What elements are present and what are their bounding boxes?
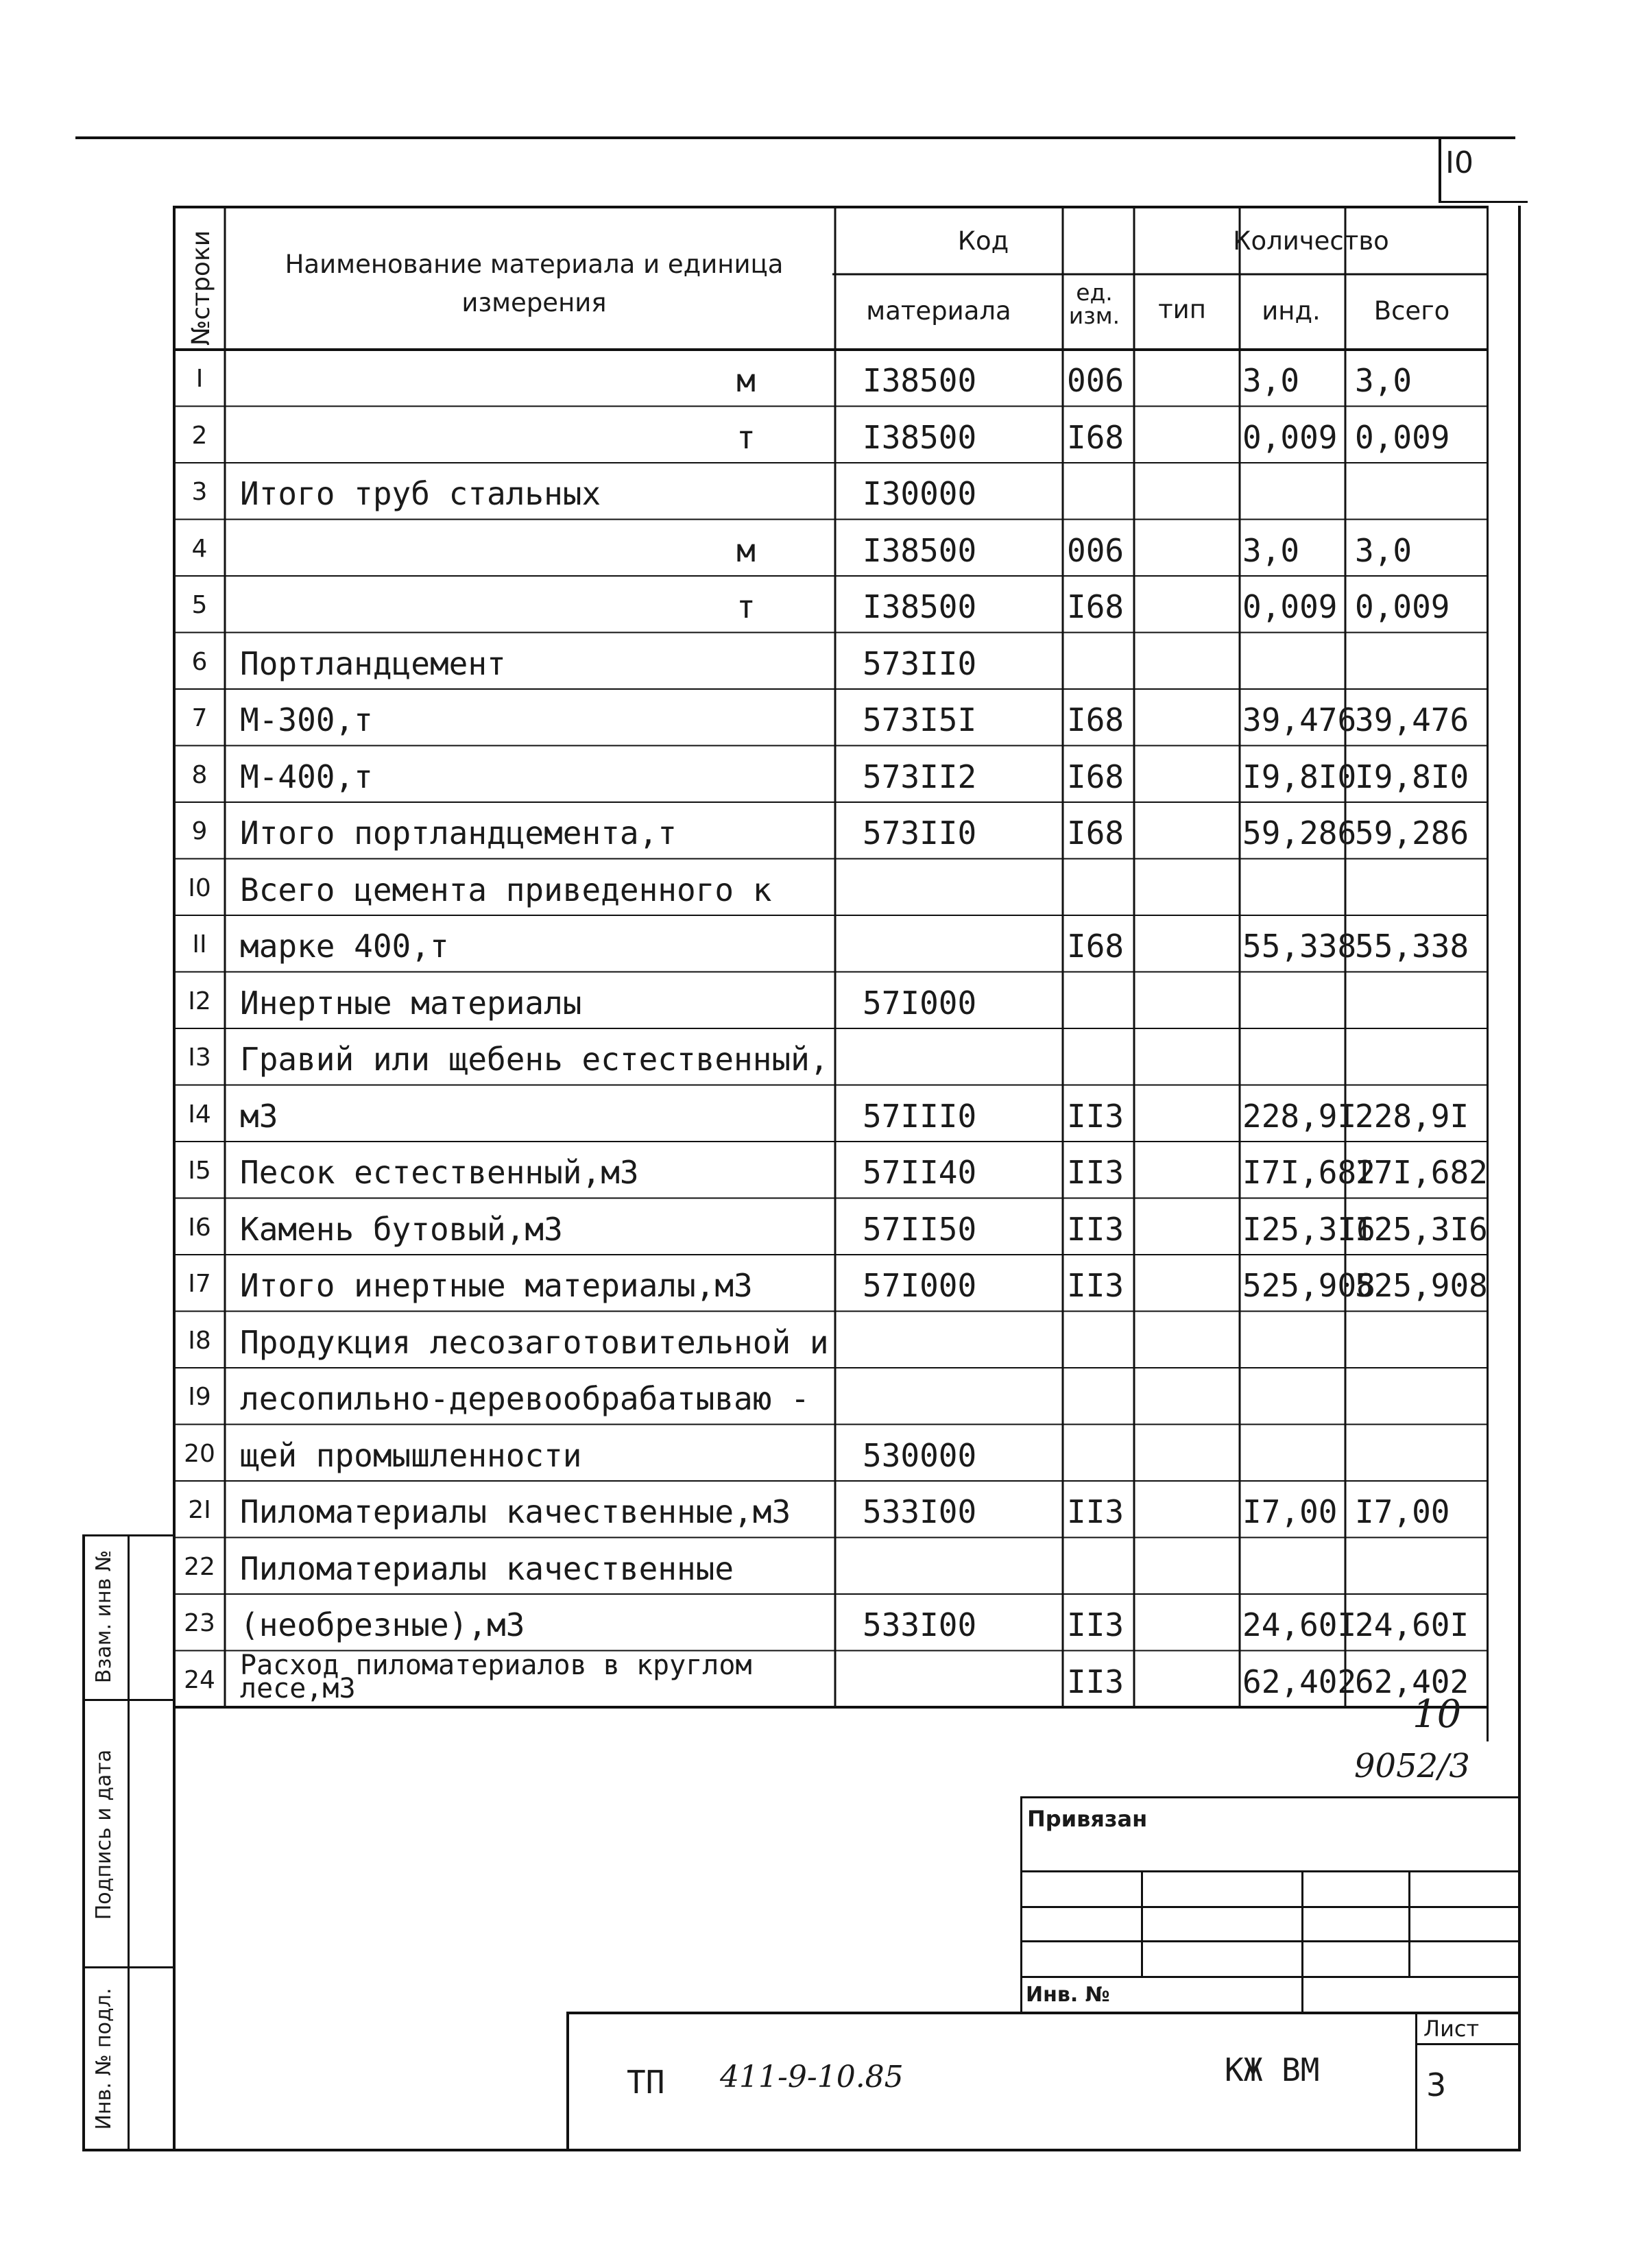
cell-total: I7,00 <box>1355 1493 1450 1530</box>
cell-n: I5 <box>188 1157 211 1185</box>
cell-ind: 0,009 <box>1242 588 1338 625</box>
cell-ucode: I68 <box>1067 815 1124 852</box>
cell-name: Инертные материалы <box>240 984 582 1022</box>
binding-col3 <box>1408 1870 1410 1976</box>
title-block-top <box>566 2012 1519 2014</box>
cell-ind: 62,402 <box>1242 1663 1357 1700</box>
cell-name: Песок естественный,м3 <box>240 1154 639 1191</box>
table-row <box>174 1594 1488 1651</box>
materials-table <box>174 206 1488 1714</box>
table-row <box>174 407 1488 463</box>
cell-total: 3,0 <box>1355 362 1412 399</box>
cell-code: 533I00 <box>863 1606 977 1643</box>
cell-n: 5 <box>191 591 208 619</box>
cell-n: 6 <box>191 647 208 676</box>
sheet-label: Лист <box>1423 2016 1480 2042</box>
cell-name: м3 <box>240 1097 278 1135</box>
side-stamp-left <box>82 1534 85 2151</box>
cell-ucode: 006 <box>1067 362 1124 399</box>
cell-ucode: II3 <box>1067 1210 1124 1248</box>
cell-code: I30000 <box>863 475 977 512</box>
table-row <box>174 972 1488 1029</box>
binding-label: Привязан <box>1027 1806 1148 1832</box>
cell-total: I7I,682 <box>1355 1154 1488 1191</box>
cell-ind: I7,00 <box>1242 1493 1338 1530</box>
table-row <box>174 746 1488 803</box>
header-type: тип <box>1158 295 1206 324</box>
binding-col1 <box>1141 1870 1143 1976</box>
cell-name: марке 400,т <box>240 928 449 965</box>
side-stamp-inv-orig: Инв. № подл. <box>92 1988 116 2130</box>
handwritten-sheet-mark: 10 <box>1412 1692 1462 1737</box>
cell-ind: 525,908 <box>1242 1267 1375 1304</box>
side-stamp-replace-inv: Взам. инв № <box>92 1549 116 1684</box>
cell-ind: 39,476 <box>1242 701 1357 738</box>
cell-name: Продукция лесозаготовительной и <box>240 1323 829 1361</box>
binding-row2 <box>1020 1906 1519 1908</box>
cell-n: I6 <box>188 1213 211 1242</box>
table-row <box>174 1368 1488 1425</box>
handwritten-album-mark: 9052/3 <box>1354 1747 1470 1785</box>
cell-name: Гравий или щебень естественный, <box>240 1041 829 1078</box>
cell-n: 20 <box>184 1439 215 1468</box>
cell-ind: 0,009 <box>1242 418 1338 456</box>
cell-total: 228,9I <box>1355 1097 1469 1135</box>
cell-unit: м <box>736 531 756 569</box>
cell-name: щей промышленности <box>240 1436 582 1474</box>
cell-n: I7 <box>188 1270 211 1298</box>
cell-ucode: I68 <box>1067 588 1124 625</box>
cell-n: I2 <box>188 987 211 1015</box>
cell-name: лесопильно-деревообрабатываю - <box>240 1380 810 1417</box>
table-row <box>174 1255 1488 1312</box>
cell-name: М-400,т <box>240 758 373 795</box>
cell-n: 2 <box>191 421 208 450</box>
cell-n: I9 <box>188 1383 211 1411</box>
cell-total: 24,60I <box>1355 1606 1469 1643</box>
cell-total: 39,476 <box>1355 701 1469 738</box>
header-material-code: материала <box>866 296 1011 326</box>
table-row <box>174 1085 1488 1142</box>
cell-n: 8 <box>191 760 208 789</box>
cell-n: 4 <box>191 534 208 563</box>
cell-total: I9,8I0 <box>1355 758 1469 795</box>
cell-n: 3 <box>191 478 208 506</box>
binding-stamp <box>1020 1796 1519 2013</box>
cell-ucode: 006 <box>1067 531 1124 569</box>
header-quantity: Количество <box>1233 226 1389 256</box>
side-stamp <box>82 1534 173 2151</box>
cell-total: 3,0 <box>1355 531 1412 569</box>
cell-code: 573II0 <box>863 644 977 682</box>
cell-total: I25,3I6 <box>1355 1210 1488 1248</box>
cell-code: 57III0 <box>863 1097 977 1135</box>
cell-n: 2I <box>188 1496 211 1524</box>
table-row <box>174 633 1488 690</box>
cell-total: 62,402 <box>1355 1663 1469 1700</box>
cell-code: 57I000 <box>863 1267 977 1304</box>
cell-total: 0,009 <box>1355 418 1450 456</box>
cell-ind: 24,60I <box>1242 1606 1357 1643</box>
table-row <box>174 1651 1488 1708</box>
binding-row4 <box>1020 1976 1519 1978</box>
table-row <box>174 350 1488 407</box>
cell-ucode: I68 <box>1067 701 1124 738</box>
cell-ucode: II3 <box>1067 1097 1124 1135</box>
cell-code: 573I5I <box>863 701 977 738</box>
header-unit-code: ед. изм. <box>1068 279 1120 329</box>
cell-n: I8 <box>188 1326 211 1355</box>
cell-n: I3 <box>188 1043 211 1072</box>
cell-ucode: I68 <box>1067 758 1124 795</box>
cell-n: 24 <box>184 1665 215 1694</box>
cell-code: I38500 <box>863 418 977 456</box>
table-row <box>174 1481 1488 1538</box>
header-row-no: №строки <box>187 230 215 346</box>
cell-n: I4 <box>188 1100 211 1129</box>
cell-name: (необрезные),м3 <box>240 1606 525 1643</box>
cell-ind: I9,8I0 <box>1242 758 1357 795</box>
cell-code: 57II50 <box>863 1210 977 1248</box>
cell-code: 57II40 <box>863 1154 977 1191</box>
cell-code: 573II0 <box>863 815 977 852</box>
cell-name: Итого труб стальных <box>240 475 601 512</box>
cell-code: 530000 <box>863 1436 977 1474</box>
side-stamp-sign-date: Подпись и дата <box>92 1749 116 1920</box>
cell-name: Расход пиломатериалов в круглом лесе,м3 <box>240 1649 752 1704</box>
cell-name: Пиломатериалы качественные <box>240 1549 734 1587</box>
table-row <box>174 915 1488 972</box>
cell-n: 23 <box>184 1609 215 1637</box>
cell-name: Камень бутовый,м3 <box>240 1210 563 1248</box>
header-total: Всего <box>1373 296 1450 326</box>
cell-name: Пиломатериалы качественные,м3 <box>240 1493 791 1530</box>
cell-code: I38500 <box>863 531 977 569</box>
cell-ind: 3,0 <box>1242 362 1300 399</box>
cell-ind: I7I,682 <box>1242 1154 1375 1191</box>
cell-unit: м <box>736 362 756 399</box>
inv-label: Инв. № <box>1026 1983 1110 2007</box>
sheet-row-divider <box>1415 2043 1519 2045</box>
cell-ucode: II3 <box>1067 1663 1124 1700</box>
cell-name: Итого портландцемента,т <box>240 815 677 852</box>
cell-n: 9 <box>191 817 208 845</box>
binding-left <box>1020 1796 1022 2013</box>
cell-ind: 3,0 <box>1242 531 1300 569</box>
cell-name: М-300,т <box>240 701 373 738</box>
cell-ucode: I68 <box>1067 418 1124 456</box>
series-number: 411-9-10.85 <box>720 2060 904 2095</box>
sheet-col-divider <box>1415 2012 1417 2151</box>
top-rule <box>75 136 1515 139</box>
doc-code: КЖ ВМ <box>1225 2051 1320 2088</box>
cell-ucode: II3 <box>1067 1606 1124 1643</box>
cell-total: 525,908 <box>1355 1267 1488 1304</box>
table-row <box>174 802 1488 859</box>
cell-code: I38500 <box>863 588 977 625</box>
cell-ind: 55,338 <box>1242 928 1357 965</box>
cell-ucode: II3 <box>1067 1493 1124 1530</box>
cell-ucode: II3 <box>1067 1267 1124 1304</box>
page-number-box-left <box>1439 136 1441 202</box>
binding-col2 <box>1301 1870 1303 1976</box>
table-row <box>174 1312 1488 1368</box>
binding-row3 <box>1020 1940 1519 1942</box>
binding-row1 <box>1020 1870 1519 1872</box>
table-row <box>174 1028 1488 1085</box>
inv-divider <box>1301 1976 1303 2013</box>
series-prefix: ТП <box>627 2064 665 2101</box>
cell-n: I0 <box>188 873 211 902</box>
cell-ucode: II3 <box>1067 1154 1124 1191</box>
cell-name: Портландцемент <box>240 644 506 682</box>
table-row <box>174 1198 1488 1255</box>
cell-ucode: I68 <box>1067 928 1124 965</box>
page-number: I0 <box>1445 145 1473 180</box>
cell-name: Итого инертные материалы,м3 <box>240 1267 753 1304</box>
cell-code: I38500 <box>863 362 977 399</box>
cell-ind: I25,3I6 <box>1242 1210 1375 1248</box>
cell-ind: 59,286 <box>1242 815 1357 852</box>
table-row <box>174 689 1488 746</box>
cell-total: 59,286 <box>1355 815 1469 852</box>
page-number-box-bottom <box>1439 201 1528 203</box>
binding-top <box>1020 1796 1519 1798</box>
title-block <box>566 2012 1519 2151</box>
cell-total: 0,009 <box>1355 588 1450 625</box>
cell-total: 55,338 <box>1355 928 1469 965</box>
cell-code: 573II2 <box>863 758 977 795</box>
table-row <box>174 463 1488 520</box>
header-code: Код <box>957 226 1009 256</box>
cell-unit: т <box>736 588 756 625</box>
cell-n: II <box>192 930 207 958</box>
cell-n: I <box>195 365 204 393</box>
header-name: Наименование материала и единица измерения <box>285 250 784 317</box>
cell-n: 22 <box>184 1552 215 1581</box>
cell-n: 7 <box>191 704 208 732</box>
cell-code: 533I00 <box>863 1493 977 1530</box>
table-row <box>174 859 1488 916</box>
sheet-number: 3 <box>1426 2066 1447 2103</box>
table-row <box>174 1538 1488 1595</box>
title-block-left <box>566 2012 569 2151</box>
side-stamp-divider <box>128 1534 130 2151</box>
table-row <box>174 1425 1488 1482</box>
cell-ind: 228,9I <box>1242 1097 1357 1135</box>
side-stamp-sep1 <box>82 1699 174 1701</box>
table-row <box>174 520 1488 577</box>
header-ind: инд. <box>1262 296 1321 326</box>
table-row <box>174 576 1488 633</box>
cell-unit: т <box>736 418 756 456</box>
cell-code: 57I000 <box>863 984 977 1022</box>
cell-name: Всего цемента приведенного к <box>240 871 772 908</box>
table-row <box>174 1142 1488 1198</box>
